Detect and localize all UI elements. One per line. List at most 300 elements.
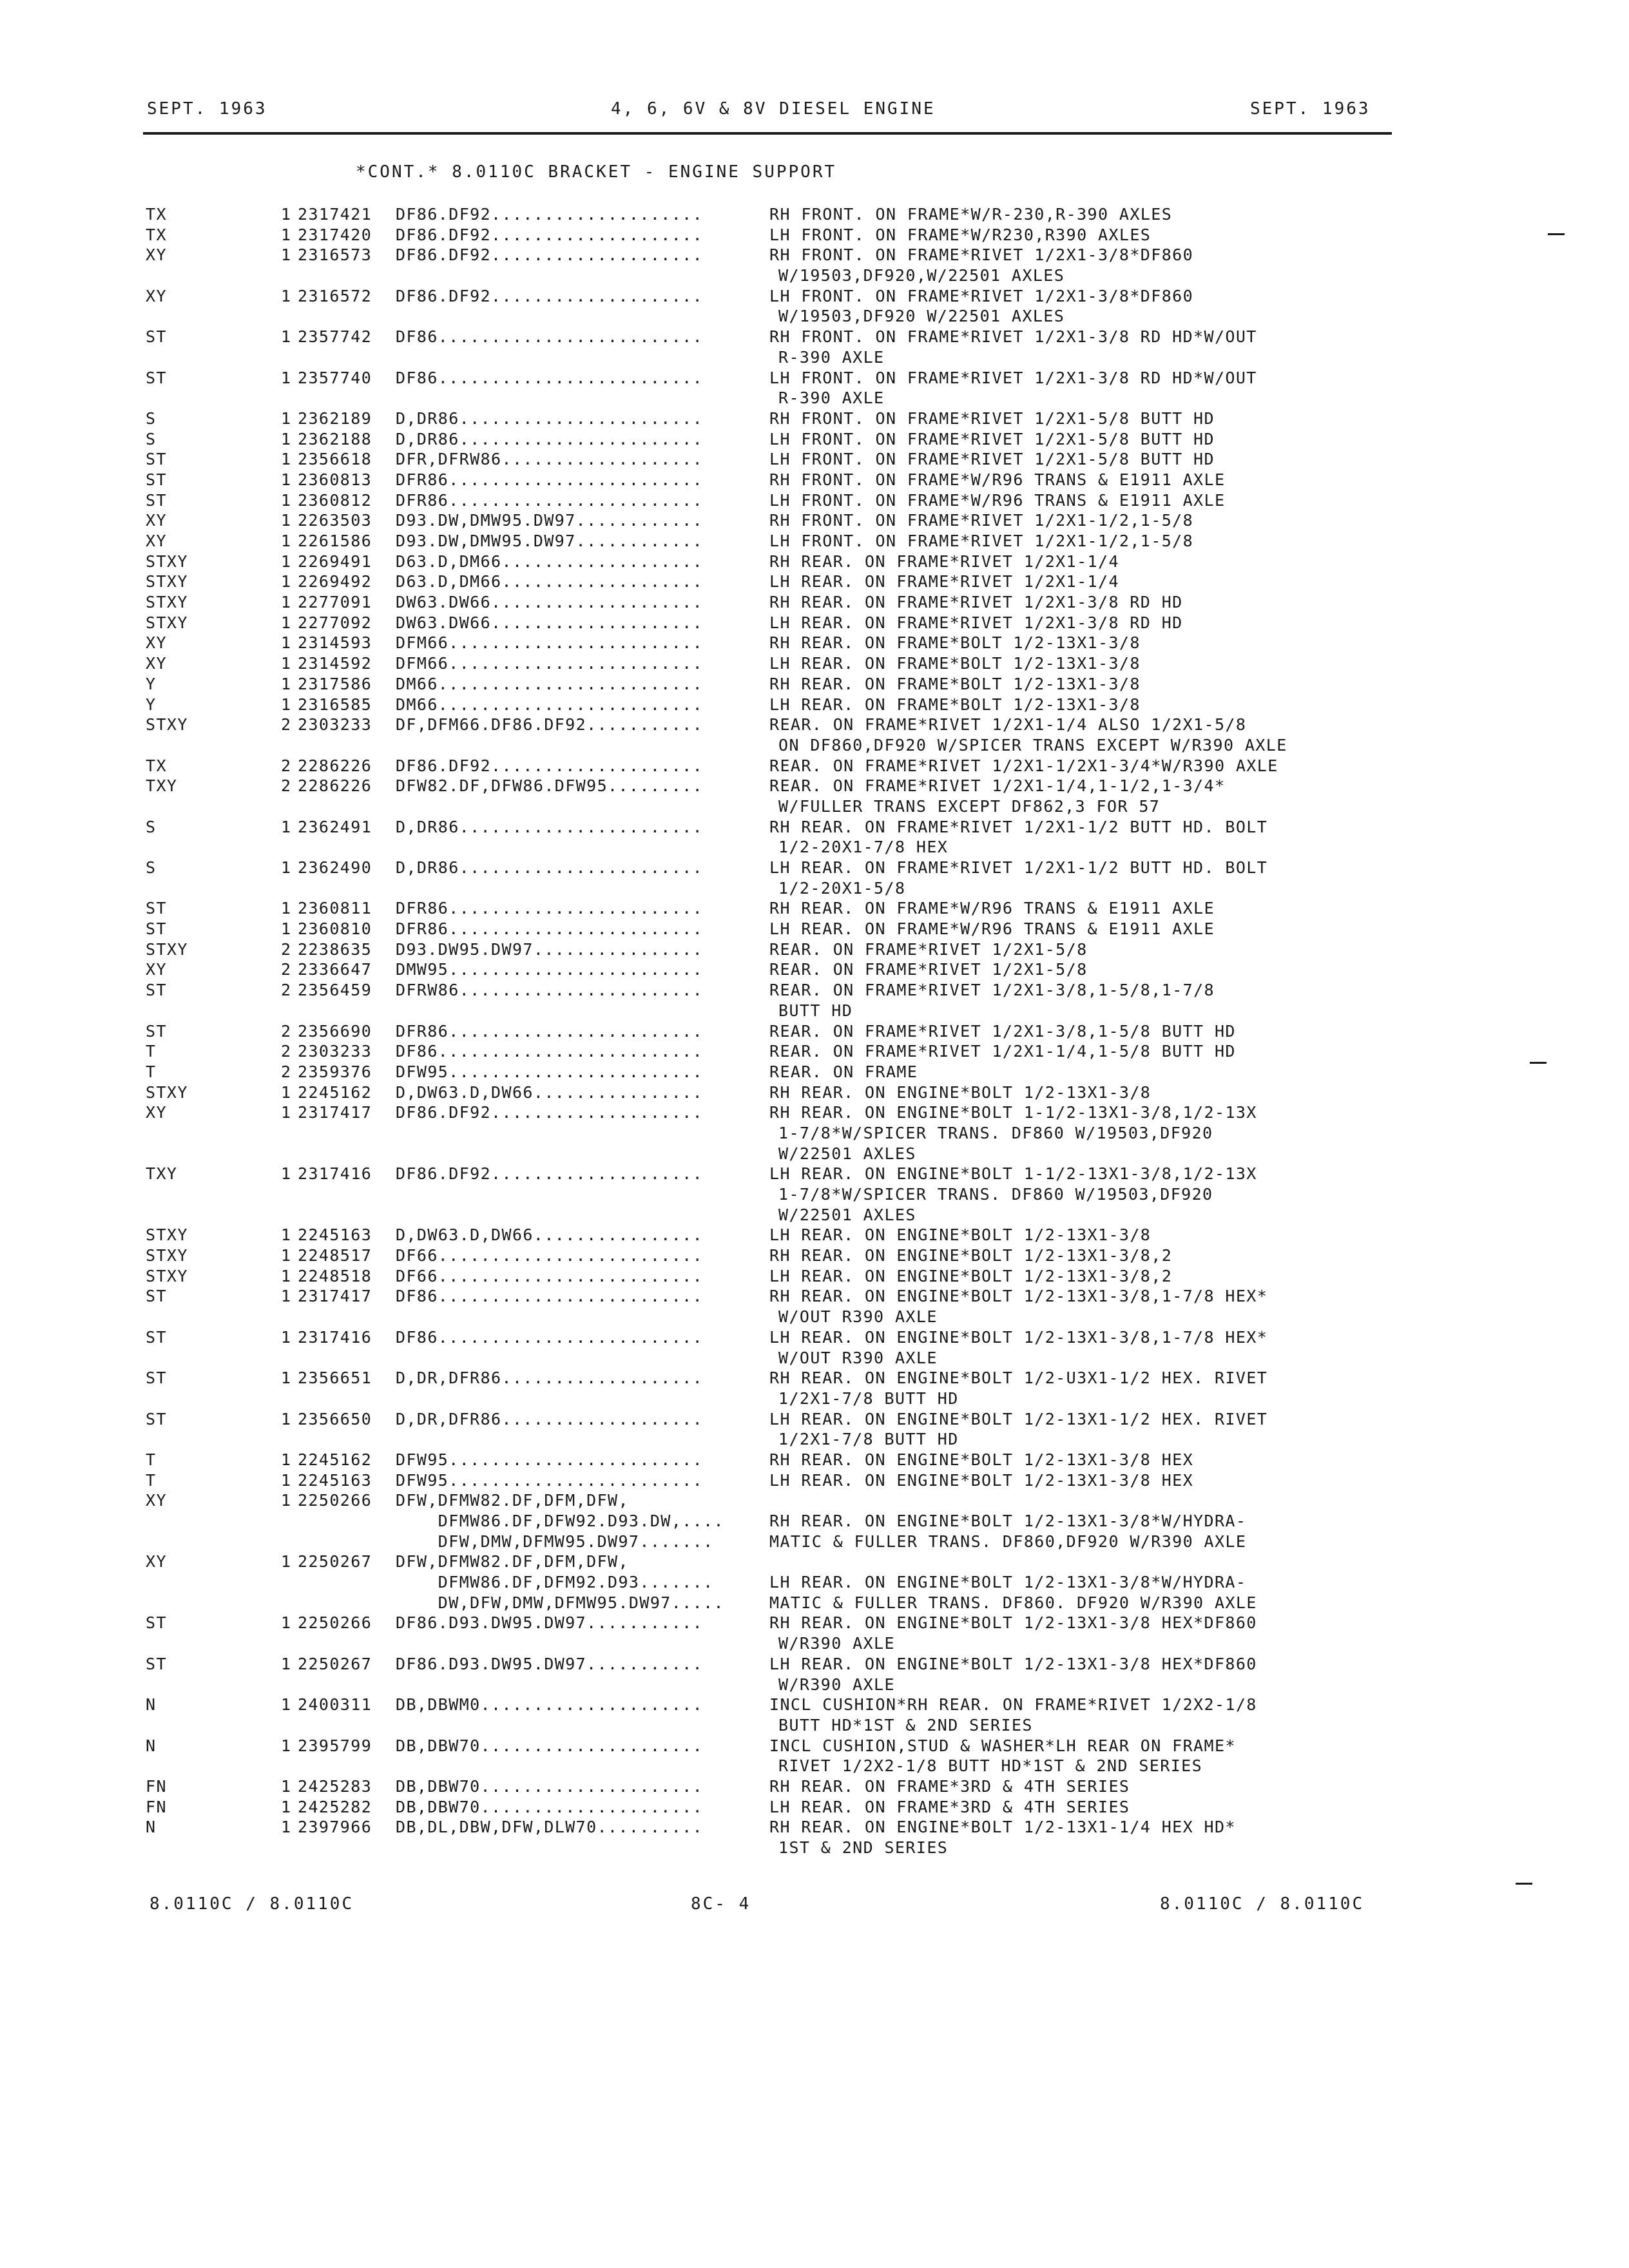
row-qty: 1	[281, 286, 292, 305]
list-item	[0, 1307, 1629, 1328]
row-engine-models: DF86.DF92....................	[396, 225, 704, 244]
row-qty: 1	[281, 817, 292, 836]
row-part-number: 2314592	[298, 654, 372, 673]
row-description: LH FRONT. ON FRAME*W/R230,R390 AXLES	[769, 225, 1152, 244]
list-item	[0, 491, 1629, 512]
row-qty: 2	[281, 1062, 292, 1081]
row-description: REAR. ON FRAME*RIVET 1/2X1-1/4,1-5/8 BUTT HD	[769, 1042, 1236, 1061]
list-item	[0, 1593, 1629, 1614]
row-part-number: 2362490	[298, 858, 372, 877]
row-description: RH REAR. ON FRAME*BOLT 1/2-13X1-3/8	[769, 633, 1141, 653]
row-engine-models: DFRW86.......................	[396, 981, 704, 1000]
list-item	[0, 1798, 1629, 1818]
row-description: 1-7/8*W/SPICER TRANS. DF860 W/19503,DF920	[778, 1123, 1213, 1142]
list-item	[0, 756, 1629, 777]
row-engine-models: DF86.DF92....................	[396, 286, 704, 305]
row-qty: 1	[281, 1491, 292, 1510]
row-description: REAR. ON FRAME*RIVET 1/2X1-3/8,1-5/8,1-7/8	[769, 981, 1215, 1000]
row-qty: 1	[281, 695, 292, 714]
row-description: RH REAR. ON ENGINE*BOLT 1/2-13X1-3/8	[769, 1082, 1152, 1102]
row-engine-models: D,DR,DFR86...................	[396, 1369, 704, 1388]
row-qty: 2	[281, 939, 292, 959]
row-engine-models: DB,DBW70.....................	[396, 1797, 704, 1816]
list-item	[0, 613, 1629, 634]
row-part-number: 2286226	[298, 756, 372, 775]
row-qty: 1	[281, 1470, 292, 1490]
row-mark: STXY	[146, 1225, 188, 1245]
row-qty: 1	[281, 1327, 292, 1347]
row-engine-models: DF86.........................	[396, 1042, 704, 1061]
header-date-right: SEPT. 1963	[1250, 99, 1371, 119]
row-description: RH REAR. ON FRAME*3RD & 4TH SERIES	[769, 1776, 1130, 1796]
row-part-number: 2316572	[298, 286, 372, 305]
row-part-number: 2250266	[298, 1491, 372, 1510]
list-item	[0, 266, 1629, 287]
row-mark: S	[146, 817, 157, 836]
header-date-left: SEPT. 1963	[147, 99, 267, 119]
row-qty: 2	[281, 715, 292, 735]
row-engine-models: D,DR,DFR86...................	[396, 1409, 704, 1428]
row-mark: ST	[146, 981, 167, 1000]
row-description: RH FRONT. ON FRAME*RIVET 1/2X1-3/8*DF860	[769, 245, 1194, 265]
list-item	[0, 960, 1629, 981]
footer-left: 8.0110C / 8.0110C	[149, 1894, 354, 1914]
row-mark: STXY	[146, 593, 188, 612]
row-qty: 1	[281, 1409, 292, 1428]
margin-mark	[1548, 233, 1565, 235]
row-engine-models: DF86.D93.DW95.DW97...........	[396, 1613, 704, 1633]
row-qty: 1	[281, 1369, 292, 1388]
list-item	[0, 1062, 1629, 1083]
row-description: RH FRONT. ON FRAME*W/R-230,R-390 AXLES	[769, 205, 1173, 224]
row-engine-models: DF86.DF92....................	[396, 756, 704, 775]
row-engine-models: DW,DFW,DMW,DFMW95.DW97.....	[396, 1593, 724, 1612]
list-item	[0, 430, 1629, 450]
row-engine-models: DF86.........................	[396, 1327, 704, 1347]
row-qty: 1	[281, 1797, 292, 1816]
row-mark: ST	[146, 1021, 167, 1041]
row-mark: STXY	[146, 1246, 188, 1265]
row-part-number: 2317586	[298, 674, 372, 693]
list-item	[0, 1471, 1629, 1492]
list-item	[0, 1328, 1629, 1349]
list-item	[0, 1001, 1629, 1022]
row-description: 1-7/8*W/SPICER TRANS. DF860 W/19503,DF920	[778, 1185, 1213, 1204]
row-engine-models: D63.D,DM66...................	[396, 552, 704, 571]
list-item	[0, 1103, 1629, 1124]
row-mark: FN	[146, 1776, 167, 1796]
row-description: RH REAR. ON FRAME*RIVET 1/2X1-1/4	[769, 552, 1119, 571]
row-mark: Y	[146, 674, 157, 693]
row-engine-models: DF86.DF92....................	[396, 245, 704, 265]
row-engine-models: DFM66........................	[396, 654, 704, 673]
row-mark: ST	[146, 470, 167, 489]
row-qty: 2	[281, 1021, 292, 1041]
row-mark: ST	[146, 1287, 167, 1306]
row-mark: STXY	[146, 1082, 188, 1102]
row-engine-models: DFR86........................	[396, 1021, 704, 1041]
row-qty: 1	[281, 327, 292, 347]
row-engine-models: DF86.DF92....................	[396, 1164, 704, 1184]
row-mark: STXY	[146, 613, 188, 632]
row-engine-models: D93.DW,DMW95.DW97............	[396, 532, 704, 550]
row-engine-models: D63.D,DM66...................	[396, 572, 704, 591]
row-description: INCL CUSHION,STUD & WASHER*LH REAR ON FRAME*	[769, 1736, 1236, 1755]
row-engine-models: D,DR86.......................	[396, 817, 704, 836]
row-part-number: 2277091	[298, 593, 372, 612]
row-engine-models: DF86.DF92....................	[396, 1103, 704, 1122]
row-description: BUTT HD	[778, 1001, 853, 1020]
row-description: REAR. ON FRAME*RIVET 1/2X1-3/8,1-5/8 BUTT HD	[769, 1021, 1236, 1041]
list-item	[0, 654, 1629, 675]
row-description: BUTT HD*1ST & 2ND SERIES	[778, 1715, 1033, 1735]
row-mark: XY	[146, 1491, 167, 1510]
row-mark: STXY	[146, 1266, 188, 1285]
row-part-number: 2245162	[298, 1082, 372, 1102]
row-description: RH FRONT. ON FRAME*W/R96 TRANS & E1911 AXLE	[769, 470, 1226, 489]
row-qty: 1	[281, 1082, 292, 1102]
row-engine-models: DF66.........................	[396, 1266, 704, 1285]
row-qty: 1	[281, 245, 292, 265]
list-item	[0, 818, 1629, 838]
list-item	[0, 1512, 1629, 1532]
list-item	[0, 205, 1629, 226]
row-description: W/R390 AXLE	[778, 1675, 895, 1694]
parts-list	[0, 205, 1629, 1859]
row-qty: 1	[281, 368, 292, 387]
row-part-number: 2303233	[298, 1042, 372, 1061]
row-description: LH REAR. ON FRAME*3RD & 4TH SERIES	[769, 1797, 1130, 1816]
row-description: 1ST & 2ND SERIES	[778, 1838, 949, 1857]
row-mark: ST	[146, 919, 167, 939]
row-part-number: 2248518	[298, 1266, 372, 1285]
row-part-number: 2245162	[298, 1450, 372, 1469]
list-item	[0, 226, 1629, 246]
row-description: RH FRONT. ON FRAME*RIVET 1/2X1-3/8 RD HD*W/OUT	[769, 327, 1257, 347]
row-description: RH REAR. ON FRAME*BOLT 1/2-13X1-3/8	[769, 674, 1141, 693]
row-description: LH REAR. ON ENGINE*BOLT 1/2-13X1-3/8,1-7/8 HEX*	[769, 1327, 1268, 1347]
list-item	[0, 675, 1629, 695]
row-description: LH REAR. ON ENGINE*BOLT 1/2-13X1-3/8	[769, 1225, 1152, 1245]
row-engine-models: DB,DBW70.....................	[396, 1776, 704, 1796]
row-part-number: 2362188	[298, 429, 372, 448]
row-engine-models: DF,DFM66.DF86.DF92...........	[396, 715, 704, 735]
row-engine-models: DM66.........................	[396, 674, 704, 693]
row-part-number: 2362491	[298, 817, 372, 836]
list-item	[0, 1124, 1629, 1144]
row-description: 1/2X1-7/8 BUTT HD	[778, 1430, 959, 1449]
row-mark: N	[146, 1736, 157, 1755]
row-engine-models: DW63.DW66....................	[396, 613, 704, 632]
list-item	[0, 1736, 1629, 1757]
row-qty: 2	[281, 981, 292, 1000]
row-part-number: 2316573	[298, 245, 372, 265]
row-engine-models: DFR,DFRW86...................	[396, 450, 704, 469]
row-description: W/22501 AXLES	[778, 1205, 916, 1224]
row-qty: 1	[281, 1225, 292, 1245]
row-part-number: 2238635	[298, 939, 372, 959]
row-part-number: 2245163	[298, 1470, 372, 1490]
row-description: W/FULLER TRANS EXCEPT DF862,3 FOR 57	[778, 796, 1161, 816]
row-mark: XY	[146, 633, 167, 653]
row-engine-models: DF86.........................	[396, 1287, 704, 1306]
row-description: LH REAR. ON ENGINE*BOLT 1/2-13X1-3/8*W/HYDRA-	[769, 1573, 1247, 1592]
row-part-number: 2336647	[298, 960, 372, 979]
row-description: REAR. ON FRAME	[769, 1062, 918, 1081]
row-qty: 1	[281, 919, 292, 939]
row-description: RH REAR. ON ENGINE*BOLT 1/2-13X1-3/8,1-7/8 HEX*	[769, 1287, 1268, 1306]
row-part-number: 2317417	[298, 1287, 372, 1306]
row-mark: STXY	[146, 715, 188, 735]
row-qty: 1	[281, 511, 292, 530]
row-description: 1/2X1-7/8 BUTT HD	[778, 1389, 959, 1408]
list-item	[0, 797, 1629, 818]
row-description: W/OUT R390 AXLE	[778, 1307, 938, 1327]
row-mark: TXY	[146, 1164, 178, 1184]
row-qty: 1	[281, 858, 292, 877]
row-qty: 1	[281, 1450, 292, 1469]
row-mark: S	[146, 858, 157, 877]
row-description: INCL CUSHION*RH REAR. ON FRAME*RIVET 1/2X2-1/8	[769, 1695, 1257, 1715]
list-item	[0, 450, 1629, 470]
list-item	[0, 572, 1629, 593]
row-engine-models: DFR86........................	[396, 490, 704, 510]
row-part-number: 2360812	[298, 490, 372, 510]
row-engine-models: DF66.........................	[396, 1246, 704, 1265]
list-item	[0, 1634, 1629, 1655]
row-qty: 1	[281, 450, 292, 469]
row-mark: TXY	[146, 776, 178, 796]
row-qty: 1	[281, 1776, 292, 1796]
row-description: REAR. ON FRAME*RIVET 1/2X1-1/4 ALSO 1/2X1-5/8	[769, 715, 1247, 735]
row-description: RH REAR. ON ENGINE*BOLT 1-1/2-13X1-3/8,1/2-13X	[769, 1103, 1257, 1122]
row-qty: 1	[281, 225, 292, 244]
row-mark: STXY	[146, 552, 188, 571]
list-item	[0, 369, 1629, 389]
row-description: LH FRONT. ON FRAME*RIVET 1/2X1-3/8*DF860	[769, 286, 1194, 305]
row-part-number: 2317417	[298, 1103, 372, 1122]
list-item	[0, 1410, 1629, 1430]
list-item	[0, 1206, 1629, 1226]
row-part-number: 2261586	[298, 532, 372, 550]
row-engine-models: DFR86........................	[396, 899, 704, 918]
row-mark: S	[146, 408, 157, 428]
row-qty: 1	[281, 1736, 292, 1755]
row-engine-models: D,DW63.D,DW66................	[396, 1225, 704, 1245]
row-engine-models: DFW95........................	[396, 1470, 704, 1490]
row-description: RH REAR. ON ENGINE*BOLT 1/2-U3X1-1/2 HEX. RIVET	[769, 1369, 1268, 1388]
row-mark: XY	[146, 532, 167, 550]
row-description: LH REAR. ON ENGINE*BOLT 1/2-13X1-1/2 HEX. RIVET	[769, 1409, 1268, 1428]
row-mark: ST	[146, 899, 167, 918]
row-mark: ST	[146, 1327, 167, 1347]
row-part-number: 2356650	[298, 1409, 372, 1428]
row-part-number: 2269492	[298, 572, 372, 591]
row-mark: STXY	[146, 939, 188, 959]
row-part-number: 2314593	[298, 633, 372, 653]
list-item	[0, 1287, 1629, 1307]
row-part-number: 2425283	[298, 1776, 372, 1796]
row-mark: ST	[146, 1409, 167, 1428]
row-description: RH REAR. ON FRAME*RIVET 1/2X1-3/8 RD HD	[769, 593, 1183, 612]
list-item	[0, 879, 1629, 899]
row-engine-models: D93.DW95.DW97................	[396, 939, 704, 959]
row-description: LH REAR. ON ENGINE*BOLT 1/2-13X1-3/8,2	[769, 1266, 1173, 1285]
row-qty: 1	[281, 633, 292, 653]
row-mark: S	[146, 429, 157, 448]
row-qty: 1	[281, 1103, 292, 1122]
row-qty: 1	[281, 593, 292, 612]
row-qty: 1	[281, 1246, 292, 1265]
row-engine-models: D,DR86.......................	[396, 429, 704, 448]
row-qty: 1	[281, 572, 292, 591]
row-part-number: 2360813	[298, 470, 372, 489]
row-engine-models: D,DR86.......................	[396, 858, 704, 877]
row-engine-models: DFW,DFMW82.DF,DFM,DFW,	[396, 1552, 629, 1571]
list-item	[0, 287, 1629, 307]
list-item	[0, 1777, 1629, 1798]
row-qty: 2	[281, 776, 292, 796]
row-description: REAR. ON FRAME*RIVET 1/2X1-5/8	[769, 939, 1088, 959]
row-engine-models: DFMW86.DF,DFM92.D93.......	[396, 1573, 714, 1592]
row-mark: FN	[146, 1797, 167, 1816]
row-qty: 1	[281, 552, 292, 571]
row-part-number: 2360810	[298, 919, 372, 939]
row-description: 1/2-20X1-5/8	[778, 878, 906, 898]
row-engine-models: DM66.........................	[396, 695, 704, 714]
row-description: RH REAR. ON FRAME*RIVET 1/2X1-1/2 BUTT HD. BOLT	[769, 817, 1268, 836]
row-mark: T	[146, 1062, 157, 1081]
list-item	[0, 1838, 1629, 1859]
row-description: RH FRONT. ON FRAME*RIVET 1/2X1-1/2,1-5/8	[769, 511, 1194, 530]
row-part-number: 2362189	[298, 408, 372, 428]
row-part-number: 2356690	[298, 1021, 372, 1041]
row-mark: XY	[146, 960, 167, 979]
row-mark: XY	[146, 286, 167, 305]
row-part-number: 2317421	[298, 205, 372, 224]
row-engine-models: DMW95........................	[396, 960, 704, 979]
row-description: W/R390 AXLE	[778, 1634, 895, 1653]
list-item	[0, 981, 1629, 1001]
row-qty: 1	[281, 1287, 292, 1306]
row-mark: ST	[146, 327, 167, 347]
row-description: LH REAR. ON FRAME*RIVET 1/2X1-3/8 RD HD	[769, 613, 1183, 632]
row-qty: 1	[281, 205, 292, 224]
row-engine-models: DFW,DMW,DFMW95.DW97.......	[396, 1532, 714, 1551]
section-title: *CONT.* 8.0110C BRACKET - ENGINE SUPPORT	[356, 162, 837, 182]
row-description: W/19503,DF920,W/22501 AXLES	[778, 266, 1065, 285]
row-description: RIVET 1/2X2-1/8 BUTT HD*1ST & 2ND SERIES	[778, 1756, 1203, 1776]
row-part-number: 2277092	[298, 613, 372, 632]
row-description: MATIC & FULLER TRANS. DF860,DF920 W/R390 AXLE	[769, 1532, 1247, 1551]
row-qty: 1	[281, 674, 292, 693]
list-item	[0, 1675, 1629, 1696]
row-engine-models: DFR86........................	[396, 470, 704, 489]
list-item	[0, 1349, 1629, 1369]
row-part-number: 2286226	[298, 776, 372, 796]
list-item	[0, 858, 1629, 879]
header-title: 4, 6, 6V & 8V DIESEL ENGINE	[611, 99, 936, 119]
row-mark: XY	[146, 511, 167, 530]
row-description: RH REAR. ON FRAME*W/R96 TRANS & E1911 AXLE	[769, 899, 1215, 918]
row-part-number: 2400311	[298, 1695, 372, 1715]
row-engine-models: D93.DW,DMW95.DW97............	[396, 511, 704, 530]
row-mark: Y	[146, 695, 157, 714]
list-item	[0, 1022, 1629, 1043]
row-description: W/22501 AXLES	[778, 1144, 916, 1163]
row-mark: TX	[146, 756, 167, 775]
row-description: MATIC & FULLER TRANS. DF860. DF920 W/R390 AXLE	[769, 1593, 1257, 1612]
row-engine-models: DW63.DW66....................	[396, 593, 704, 612]
row-mark: TX	[146, 225, 167, 244]
row-engine-models: DFW82.DF,DFW86.DFW95.........	[396, 776, 704, 796]
row-engine-models: DF86.DF92....................	[396, 205, 704, 224]
row-mark: ST	[146, 368, 167, 387]
row-mark: T	[146, 1042, 157, 1061]
list-item	[0, 940, 1629, 961]
list-item	[0, 1552, 1629, 1573]
row-engine-models: DFMW86.DF,DFW92.D93.DW,....	[396, 1512, 724, 1530]
row-mark: N	[146, 1695, 157, 1715]
row-description: LH REAR. ON ENGINE*BOLT 1/2-13X1-3/8 HEX*DF860	[769, 1654, 1257, 1673]
list-item	[0, 1042, 1629, 1062]
row-description: RH REAR. ON ENGINE*BOLT 1/2-13X1-3/8 HEX	[769, 1450, 1194, 1469]
row-mark: STXY	[146, 572, 188, 591]
list-item	[0, 1491, 1629, 1512]
row-part-number: 2395799	[298, 1736, 372, 1755]
row-description: LH REAR. ON ENGINE*BOLT 1-1/2-13X1-3/8,1/2-13X	[769, 1164, 1257, 1184]
row-mark: T	[146, 1450, 157, 1469]
row-qty: 1	[281, 613, 292, 632]
row-part-number: 2316585	[298, 695, 372, 714]
row-qty: 1	[281, 429, 292, 448]
list-item	[0, 1450, 1629, 1471]
list-item	[0, 1225, 1629, 1246]
list-item	[0, 838, 1629, 858]
row-description: REAR. ON FRAME*RIVET 1/2X1-1/4,1-1/2,1-3/4*	[769, 776, 1226, 796]
list-item	[0, 1389, 1629, 1410]
row-part-number: 2250267	[298, 1552, 372, 1571]
row-description: RH REAR. ON ENGINE*BOLT 1/2-13X1-1/4 HEX HD*	[769, 1818, 1236, 1837]
row-part-number: 2263503	[298, 511, 372, 530]
list-item	[0, 1655, 1629, 1675]
row-mark: ST	[146, 490, 167, 510]
row-part-number: 2250267	[298, 1654, 372, 1673]
row-mark: ST	[146, 1613, 167, 1633]
list-item	[0, 1267, 1629, 1287]
row-part-number: 2360811	[298, 899, 372, 918]
row-qty: 1	[281, 1695, 292, 1715]
row-description: LH REAR. ON FRAME*BOLT 1/2-13X1-3/8	[769, 654, 1141, 673]
row-qty: 1	[281, 490, 292, 510]
row-qty: 1	[281, 532, 292, 550]
row-qty: 1	[281, 899, 292, 918]
row-description: LH FRONT. ON FRAME*W/R96 TRANS & E1911 AXLE	[769, 490, 1226, 510]
row-qty: 1	[281, 1266, 292, 1285]
row-part-number: 2317416	[298, 1164, 372, 1184]
row-description: REAR. ON FRAME*RIVET 1/2X1-1/2X1-3/4*W/R390 AXLE	[769, 756, 1278, 775]
row-description: RH FRONT. ON FRAME*RIVET 1/2X1-5/8 BUTT HD	[769, 408, 1215, 428]
row-engine-models: DB,DBWM0.....................	[396, 1695, 704, 1715]
row-part-number: 2356618	[298, 450, 372, 469]
list-item	[0, 695, 1629, 716]
row-part-number: 2357740	[298, 368, 372, 387]
margin-mark	[1516, 1883, 1532, 1885]
list-item	[0, 1430, 1629, 1450]
row-description: LH REAR. ON FRAME*RIVET 1/2X1-1/4	[769, 572, 1119, 591]
row-engine-models: DFM66........................	[396, 633, 704, 653]
row-engine-models: DF86.........................	[396, 327, 704, 347]
